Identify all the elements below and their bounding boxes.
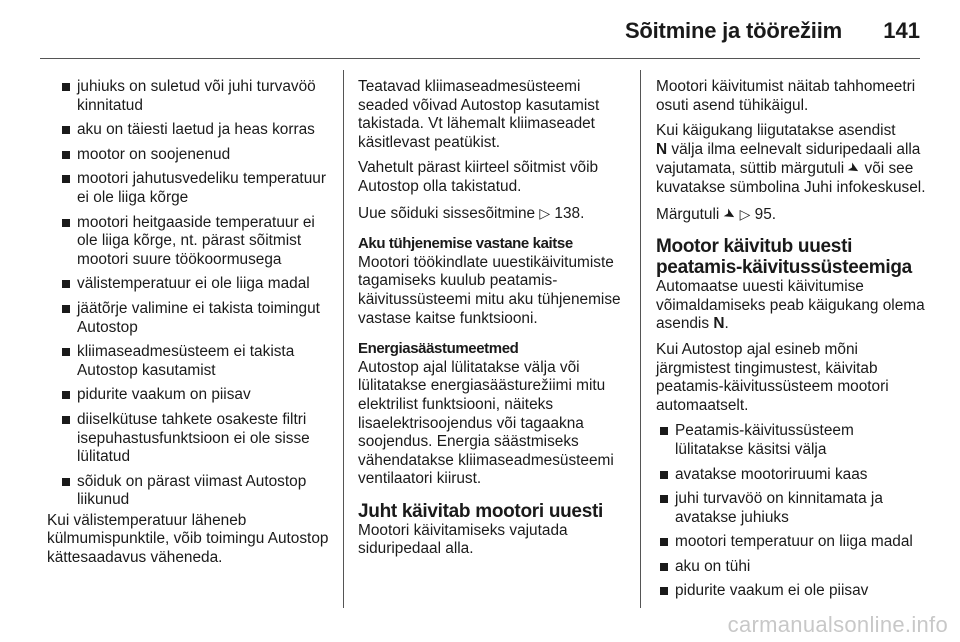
clutch-warning-icon: ➤ <box>720 203 739 224</box>
list-item: aku on täiesti laetud ja heas korras <box>62 121 332 140</box>
list-item: Peatamis-käivitussüsteem lülitatakse käsitsi välja <box>660 422 926 459</box>
list-item: pidurite vaakum ei ole piisav <box>660 582 926 601</box>
list-item: mootori jahutusvedeliku temperatuur ei ole liiga kõrge <box>62 170 332 207</box>
paragraph <box>656 205 926 225</box>
page-reference[interactable]: 138. <box>554 204 585 222</box>
column-3 <box>656 78 926 607</box>
page-title: Sõitmine ja töörežiim <box>624 18 842 43</box>
restart-condition-list <box>660 422 926 601</box>
paragraph: Automaatse uuesti käivitumise võimaldamiseks peab käigukang olema asendis N. <box>656 278 925 333</box>
column-divider <box>343 70 344 608</box>
watermark: carmanualsonline.info <box>727 612 948 637</box>
paragraph: Autostop ajal lülitatakse välja või lülitatakse energiasäästurežiimi mitu elektrilist funktsiooni, näiteks lisaelektrisoojendus või tagaakna soojendus. Energia säästmiseks vähendatakse kliimaseadmesüsteemi ventilaatori kiirust. <box>358 358 614 488</box>
header-rule <box>40 58 920 59</box>
list-item: mootor on soojenenud <box>62 146 332 165</box>
text-span: või see kuvatakse sümbolina Juhi infokeskusel. <box>656 160 926 196</box>
subheading: Aku tühjenemise vastane kaitse <box>358 235 573 253</box>
paragraph <box>358 204 630 224</box>
cross-ref-text: Uue sõiduki sissesõitmine <box>358 204 536 222</box>
paragraph: Kui välistemperatuur läheneb külmumispunktile, võib toimingu Autostop kättesaadavus väheneda. <box>47 511 329 567</box>
arrow-icon: ▷ <box>739 205 751 222</box>
arrow-icon: ▷ <box>539 204 551 221</box>
paragraph: Mootori käivitamiseks vajutada siduripedaal alla. <box>358 521 568 558</box>
paragraph: Kui Autostop ajal esineb mõni järgmistest tingimustest, käivitab peatamis-käivitussüsteem mootori automaatselt. <box>656 340 889 414</box>
list-item: jäätõrje valimine ei takista toimingut Autostop <box>62 300 332 337</box>
section-heading: Juht käivitab mootori uuesti <box>358 500 603 522</box>
list-item: juhi turvavöö on kinnitamata ja avatakse juhiuks <box>660 490 926 527</box>
paragraph <box>656 122 926 197</box>
gear-n-label: N <box>656 140 668 158</box>
section-heading: Mootor käivitub uuesti peatamis-käivitussüsteemiga <box>656 236 912 279</box>
list-item: diiselkütuse tahkete osakeste filtri isepuhastusfunktsioon ei ole sisse lülitatud <box>62 411 332 467</box>
paragraph: Mootori käivitumist näitab tahhomeetri osuti asend tühikäigul. <box>656 78 916 114</box>
column-divider <box>640 70 641 608</box>
list-item: kliimaseadmesüsteem ei takista Autostop kasutamist <box>62 343 332 380</box>
condition-list <box>62 78 332 510</box>
text-span: Kui käigukang liigutatakse asendist <box>656 122 896 140</box>
page-reference[interactable]: 95. <box>754 205 777 223</box>
gear-n-label: N <box>713 315 725 333</box>
list-item: sõiduk on pärast viimast Autostop liikunud <box>62 473 332 510</box>
paragraph: Vahetult pärast kiirteel sõitmist võib Autostop olla takistatud. <box>358 159 599 195</box>
page-header <box>40 0 920 56</box>
list-item: aku on tühi <box>660 558 926 577</box>
subheading: Energiasäästumeetmed <box>358 340 519 358</box>
list-item: välistemperatuur ei ole liiga madal <box>62 275 332 294</box>
list-item: mootori heitgaaside temperatuur ei ole liiga kõrge, nt. pärast sõitmist mootori suure töökoormusega <box>62 214 332 270</box>
cross-ref-text: Märgutuli <box>656 205 720 223</box>
page-number: 141 <box>883 18 920 43</box>
list-item: pidurite vaakum on piisav <box>62 386 332 405</box>
list-item: mootori temperatuur on liiga madal <box>660 533 926 552</box>
text-span: Automaatse uuesti käivitumise võimaldamiseks peab käigukang olema asendis <box>656 278 925 333</box>
paragraph: Mootori töökindlate uuestikäivitumiste tagamiseks kuulub peatamis-käivitussüsteemi mitu aku tühjenemise vastase kaitse funktsiooni. <box>358 253 621 327</box>
paragraph: Teatavad kliimaseadmesüsteemi seaded võivad Autostop kasutamist takistada. Vt lähemalt kliimaseadet käsitlevast peatükist. <box>358 78 600 151</box>
text-span: välja ilma eelnevalt siduripedaali alla vajutamata, süttib märgutuli <box>656 140 921 178</box>
list-item: juhiuks on suletud või juhi turvavöö kinnitatud <box>62 78 332 115</box>
clutch-warning-icon: ➤ <box>845 158 864 179</box>
column-1 <box>47 78 332 575</box>
list-item: avatakse mootoriruumi kaas <box>660 466 926 485</box>
column-2 <box>358 78 630 566</box>
